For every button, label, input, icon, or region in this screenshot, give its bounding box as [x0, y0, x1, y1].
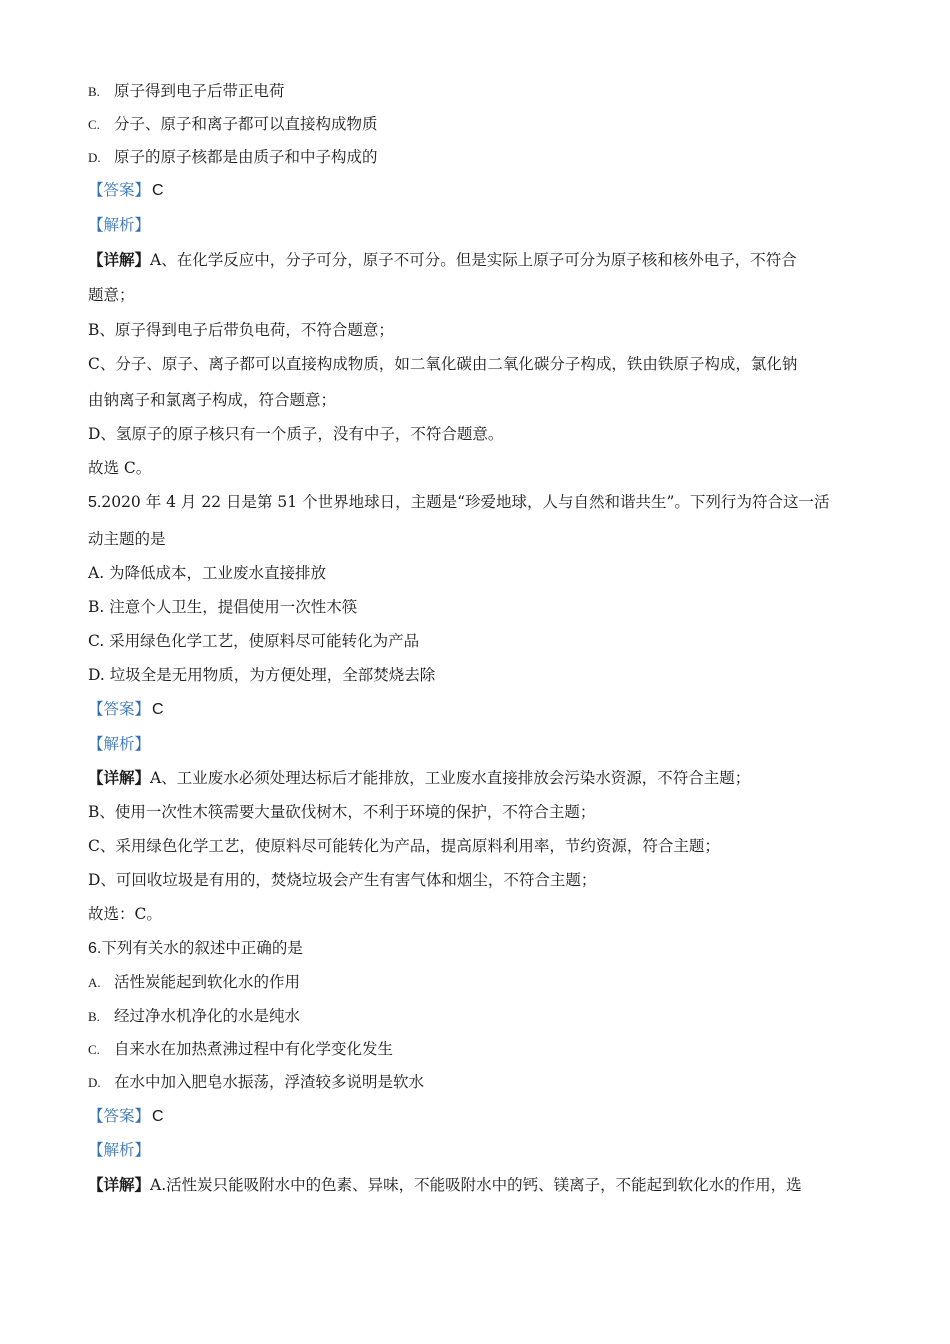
q5-stem-cont: 动主题的是 [88, 530, 166, 548]
q6-stem [88, 938, 303, 959]
question-number: 5. [88, 494, 102, 511]
analysis-label: 【解析】 [88, 216, 151, 234]
option-text: 经过净水机净化的水是纯水 [114, 1007, 301, 1025]
q5-analysis-label [88, 734, 150, 754]
q5-conclusion: 故选：C。 [88, 905, 162, 923]
detail-label: 【详解】 [88, 768, 151, 787]
option-letter: B. [88, 84, 100, 99]
answer-value: C [152, 701, 164, 718]
option-text: 原子的原子核都是由质子和中子构成的 [114, 148, 378, 166]
q4-detail-line: 由钠离子和氯离子构成，符合题意； [88, 391, 337, 409]
analysis-label: 【解析】 [88, 735, 151, 753]
detail-text: A、工业废水必须处理达标后才能排放，工业废水直接排放会污染水资源，不符合主题； [150, 769, 751, 787]
answer-label: 【答案】 [88, 1107, 151, 1125]
option-letter: D. [88, 1075, 101, 1090]
option-letter: C. [88, 117, 100, 132]
q4-option-b [88, 81, 285, 102]
q6-detail-line [88, 1175, 802, 1195]
question-number: 6. [88, 940, 102, 957]
q4-option-c [88, 114, 378, 135]
q6-option-b [88, 1006, 300, 1027]
option-letter: C. [88, 1042, 100, 1057]
answer-value: C [152, 1108, 164, 1125]
question-stem: 下列有关水的叙述中正确的是 [101, 939, 303, 957]
q4-detail-line [88, 250, 797, 270]
option-text: 分子、原子和离子都可以直接构成物质 [114, 115, 378, 133]
answer-label: 【答案】 [88, 181, 151, 199]
q5-detail-line [88, 768, 750, 788]
q4-option-d [88, 147, 378, 168]
option-letter: D. [88, 150, 101, 165]
q4-detail-line: C、分子、原子、离子都可以直接构成物质，如二氧化碳由二氧化碳分子构成，铁由铁原子构成，氯化钠 [88, 355, 798, 373]
q6-option-c [88, 1039, 393, 1060]
detail-label: 【详解】 [88, 1175, 151, 1194]
q5-option-c: C. 采用绿色化学工艺，使原料尽可能转化为产品 [88, 632, 420, 650]
q6-option-d [88, 1072, 424, 1093]
q4-detail-line: D、氢原子的原子核只有一个质子，没有中子，不符合题意。 [88, 425, 504, 443]
q5-option-d: D. 垃圾全是无用物质，为方便处理，全部焚烧去除 [88, 666, 436, 684]
answer-label: 【答案】 [88, 700, 151, 718]
q5-detail-line: D、可回收垃圾是有用的，焚烧垃圾会产生有害气体和烟尘，不符合主题； [88, 871, 597, 889]
q5-detail-line: B、使用一次性木筷需要大量砍伐树木，不利于环境的保护，不符合主题； [88, 803, 596, 821]
detail-text: A.活性炭只能吸附水中的色素、异味，不能吸附水中的钙、镁离子，不能起到软化水的作用，选 [150, 1176, 802, 1194]
q5-option-b: B. 注意个人卫生，提倡使用一次性木筷 [88, 598, 358, 616]
q4-detail-line: 题意； [88, 286, 135, 304]
q4-detail-line: B、原子得到电子后带负电荷，不符合题意； [88, 321, 394, 339]
detail-text: A、在化学反应中，分子可分，原子不可分。但是实际上原子可分为原子核和核外电子，不符合 [150, 251, 797, 269]
q4-answer [88, 180, 164, 201]
option-text: 活性炭能起到软化水的作用 [114, 973, 301, 991]
q4-analysis-label [88, 215, 150, 235]
detail-label: 【详解】 [88, 250, 151, 269]
q6-analysis-label [88, 1140, 150, 1160]
answer-value: C [152, 182, 164, 199]
analysis-label: 【解析】 [88, 1141, 151, 1159]
q5-option-a: A. 为降低成本，工业废水直接排放 [88, 564, 327, 582]
q5-answer [88, 699, 164, 720]
q5-stem [88, 492, 829, 513]
option-text: 原子得到电子后带正电荷 [114, 82, 285, 100]
q6-option-a [88, 972, 300, 993]
option-text: 在水中加入肥皂水振荡，浮渣较多说明是软水 [114, 1073, 425, 1091]
q5-detail-line: C、采用绿色化学工艺，使原料尽可能转化为产品，提高原料利用率，节约资源，符合主题； [88, 837, 720, 855]
option-text: 自来水在加热煮沸过程中有化学变化发生 [114, 1040, 394, 1058]
option-letter: B. [88, 1009, 100, 1024]
option-letter: A. [88, 975, 101, 990]
question-stem: 2020 年 4 月 22 日是第 51 个世界地球日，主题是“珍爱地球，人与自然和谐共生”。下列行为符合这一活 [101, 493, 830, 511]
q4-conclusion: 故选 C。 [88, 459, 152, 477]
q6-answer [88, 1106, 164, 1127]
